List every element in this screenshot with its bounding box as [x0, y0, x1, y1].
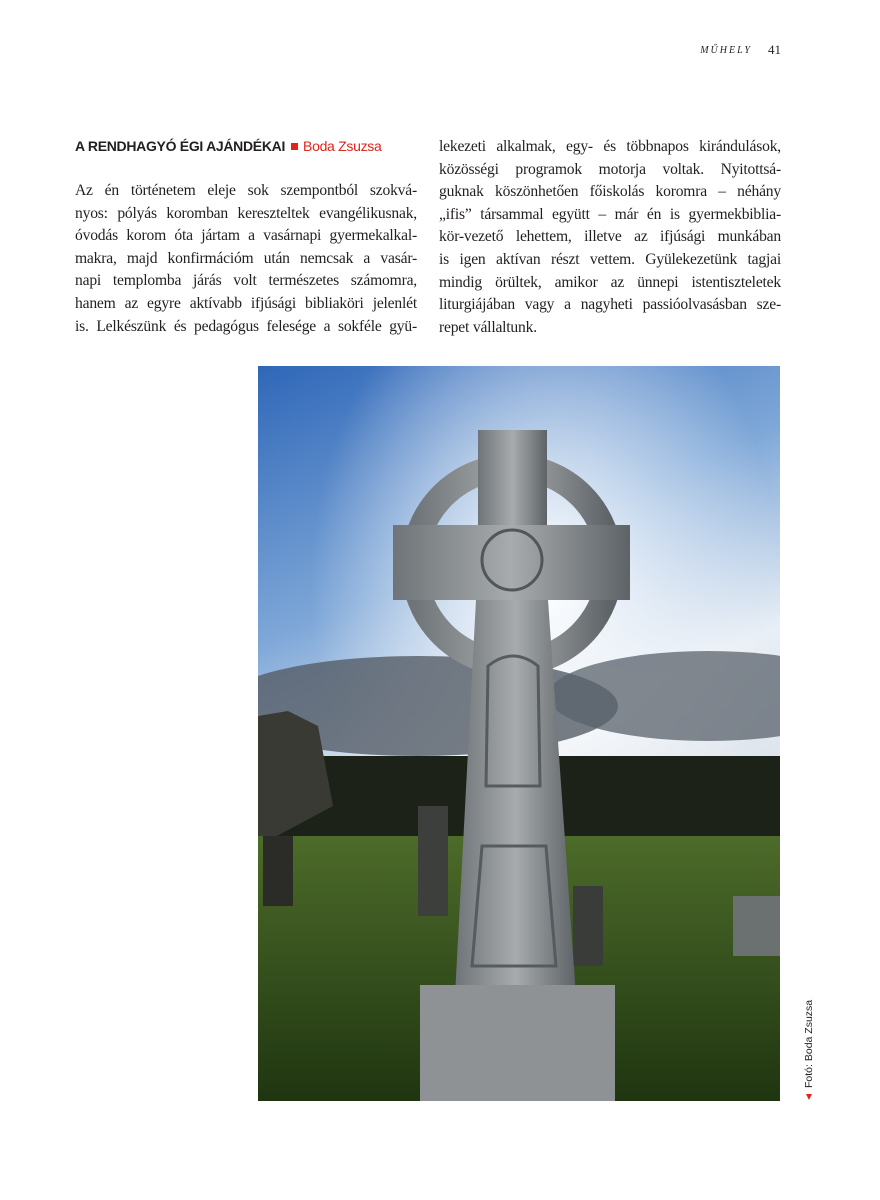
- text-line: Az én történetem eleje sok szempontból szokvá-: [75, 182, 417, 199]
- text-line: makra, majd konfirmációm után nemcsak a vasár-: [75, 249, 417, 267]
- photo-credit: [803, 1000, 815, 1100]
- text-line: kör-vezető lehettem, illetve az ifjúsági munkában: [439, 228, 781, 246]
- text-line: liturgiájában vagy a nagyheti passióolvasásban sze-: [439, 296, 781, 314]
- red-square-icon: [291, 143, 298, 150]
- text-line: lekezeti alkalmak, egy- és többnapos kirándulások,: [439, 138, 781, 155]
- text-line: közösségi programok motorja voltak. Nyitottsá-: [439, 160, 781, 178]
- article-left-column: [75, 138, 417, 338]
- text-line: is igen aktívan részt vettem. Gyülekezetünk tagjai: [439, 250, 781, 268]
- text-line: napi templomba járás volt természetes számomra,: [75, 272, 417, 290]
- article-author: Boda Zsuzsa: [303, 138, 382, 154]
- article-right-column: [439, 136, 781, 339]
- text-line: mindig örültek, amikor az ünnepi istentiszteletek: [439, 273, 781, 291]
- running-header-section: MŰHELY: [700, 45, 752, 56]
- text-line: „ifis” társammal együtt – már én is gyermekbiblia-: [439, 205, 781, 223]
- text-line: is. Lelkészünk és pedagógus felesége a sokféle gyü-: [75, 317, 417, 335]
- text-line: repet vállaltunk.: [439, 318, 537, 336]
- celtic-cross-photo: [258, 366, 780, 1101]
- triangle-marker-icon: [806, 1094, 812, 1100]
- article-title: A RENDHAGYÓ ÉGI AJÁNDÉKAI: [75, 138, 286, 154]
- page-number: 41: [768, 42, 781, 57]
- text-line: nyos: pólyás koromban kereszteltek evangélikusnak,: [75, 204, 417, 222]
- text-line: guknak köszönhetően főiskolás koromra – néhány: [439, 183, 781, 201]
- article-heading: [75, 138, 417, 160]
- text-line: óvodás korom óta jártam a vasárnapi gyermekalkal-: [75, 227, 417, 245]
- photo-credit-text: Fotó: Boda Zsuzsa: [803, 999, 815, 1088]
- text-line: hanem az egyre aktívabb ifjúsági bibliaköri jelenlét: [75, 294, 417, 312]
